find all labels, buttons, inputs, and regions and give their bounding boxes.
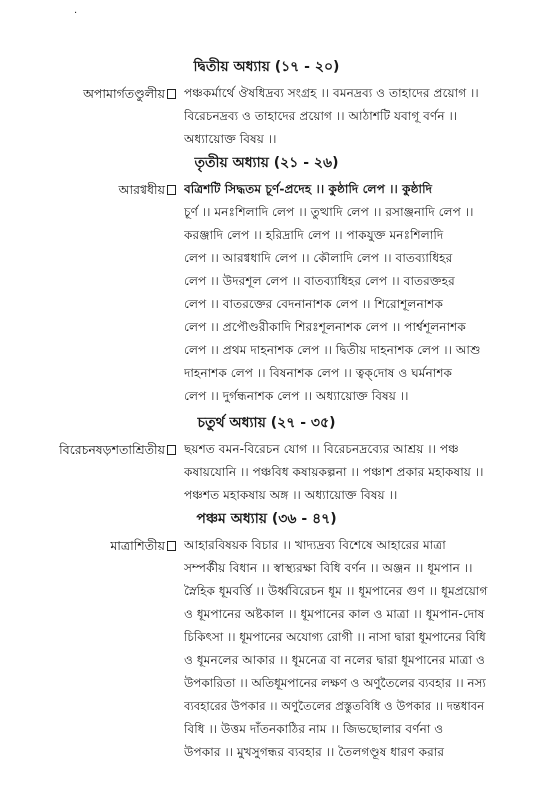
content-line: আহারবিষয়ক বিচার ।। খাদ্যদ্রব্য বিশেষে আহারের মাত্রা — [184, 538, 446, 552]
chapter-label — [8, 178, 176, 201]
checkbox-square-icon — [167, 445, 176, 455]
chapter-label-text: বিরেচনষড়শতাশ্রিতীয় — [59, 442, 165, 457]
chapter-label-text: মাত্রাশিতীয় — [110, 538, 165, 553]
content-line: লেপ ।। দুর্গন্ধনাশক লেপ ।। অধ্যায়োক্ত বিষয় ।। — [184, 389, 409, 403]
chapter-contents — [184, 82, 490, 151]
content-line: পঞ্চকর্মার্থে ঔষধিদ্রব্য সংগ্রহ ।। বমনদ্রব্য ও তাহাদের প্রয়োগ ।। — [184, 86, 479, 100]
content-line: করঞ্জাদি লেপ ।। হরিদ্রাদি লেপ ।। পাকযুক্ত মনঃশিলাদি — [184, 228, 444, 242]
chapter-label — [8, 534, 176, 557]
chapter-label — [8, 82, 176, 105]
content-line: চূর্ণ ।। মনঃশিলাদি লেপ ।। তুত্থাদি লেপ ।। রসাঞ্জনাদি লেপ ।। — [184, 205, 474, 219]
content-line: লেপ ।। বাতরক্তের বেদনানাশক লেপ ।। শিরোশূলনাশক — [184, 297, 444, 311]
content-line: স্নৈহিক ধূমবর্ত্তি ।। উর্ধ্ববিরেচন ধূম ।। ধূমপানের গুণ ।। ধূমপ্রয়োগ — [184, 584, 488, 598]
chapter-label-text: আরগ্বধীয় — [118, 182, 165, 197]
checkbox-square-icon — [167, 185, 176, 195]
chapter-contents — [184, 178, 490, 408]
chapter-heading: তৃতীয় অধ্যায় (২১ - ২৬) — [194, 155, 339, 171]
content-line: বিধি ।। উত্তম দাঁতনকাঠির নাম ।। জিভছোলার বর্ণনা ও — [184, 722, 444, 736]
content-line: লেপ ।। আরগ্বধাদি লেপ ।। কৌলাদি লেপ ।। বাতব্যাধিহর — [184, 251, 453, 265]
chapter-label — [8, 438, 176, 461]
content-line: উপকার ।। মুখসুগন্ধর ব্যবহার ।। তৈলগণ্ডূষ ধারণ করার — [184, 745, 445, 759]
content-line: ছয়শত বমন-বিরেচন যোগ ।। বিরেচনদ্রব্যের আশ্রয় ।। পঞ্চ — [184, 442, 459, 456]
content-line: লেপ ।। প্রপৌণ্ডরীকাদি শিরঃশূলনাশক লেপ ।। পার্শ্বশূলনাশক — [184, 320, 466, 334]
content-line: লেপ ।। উদরশূল লেপ ।। বাতব্যাধিহর লেপ ।। বাতরক্তহর — [184, 274, 455, 288]
chapter-heading: দ্বিতীয় অধ্যায় (১৭ - ২০) — [193, 59, 340, 75]
checkbox-square-icon — [167, 89, 176, 99]
content-line: সম্পর্কীয় বিধান ।। স্বাস্থ্যরক্ষা বিধি বর্ণন ।। অঞ্জন ।। ধূমপান ।। — [184, 561, 473, 575]
checkbox-square-icon — [167, 541, 176, 551]
content-line: চিকিৎসা ।। ধূমপানের অযোগ্য রোগী ।। নাসা দ্বারা ধূমপানের বিধি — [184, 630, 486, 644]
chapter-contents — [184, 534, 490, 764]
chapter-contents — [184, 438, 490, 507]
content-line: উপকারিতা ।। অতিধূমপানের লক্ষণ ও অণুতৈলের ব্যবহার ।। নস্য — [184, 676, 486, 690]
content-line: অধ্যায়োক্ত বিষয় ।। — [184, 132, 277, 146]
chapter-heading: চতুর্থ অধ্যায় (২৭ - ৩৫) — [197, 415, 336, 431]
chapter-label-text: অপামার্গতণ্ডুলীয় — [83, 86, 165, 101]
content-line: লেপ ।। প্রথম দাহনাশক লেপ ।। দ্বিতীয় দাহনাশক লেপ ।। আশু — [184, 343, 481, 357]
content-line: বত্রিশটি সিদ্ধতম চূর্ণ-প্রদেহ ।। কুষ্ঠাদি লেপ ।। কুষ্ঠাদি — [184, 182, 432, 196]
content-line: দাহনাশক লেপ ।। বিষনাশক লেপ ।। ত্বক্‌দোষ ও ঘর্মনাশক — [184, 366, 453, 380]
content-line: ও ধূমপানের অষ্টকাল ।। ধূমপানের কাল ও মাত্রা ।। ধূমপান-দোষ — [184, 607, 485, 621]
content-line: পঞ্চশত মহাকষায় অঙ্গ ।। অধ্যায়োক্ত বিষয় ।। — [184, 488, 398, 502]
content-line: বিরেচনদ্রব্য ও তাহাদের প্রয়োগ ।। আঠাশটি যবাগূ বর্ণন ।। — [184, 109, 458, 123]
content-line: ব্যবহারের উপকার ।। অণুতৈলের প্রস্তুতবিধি ও উপকার ।। দন্তধাবন — [184, 699, 485, 713]
content-line: ও ধূমনলের আকার ।। ধূমনেত্র বা নলের দ্বারা ধূমপানের মাত্রা ও — [184, 653, 486, 667]
chapter-heading: পঞ্চম অধ্যায় (৩৬ - ৪৭) — [196, 511, 337, 527]
corner-mark: · — [74, 8, 78, 19]
content-line: কষায়যোনি ।। পঞ্চবিধ কষায়কল্পনা ।। পঞ্চাশ প্রকার মহাকষায় ।। — [184, 465, 484, 479]
